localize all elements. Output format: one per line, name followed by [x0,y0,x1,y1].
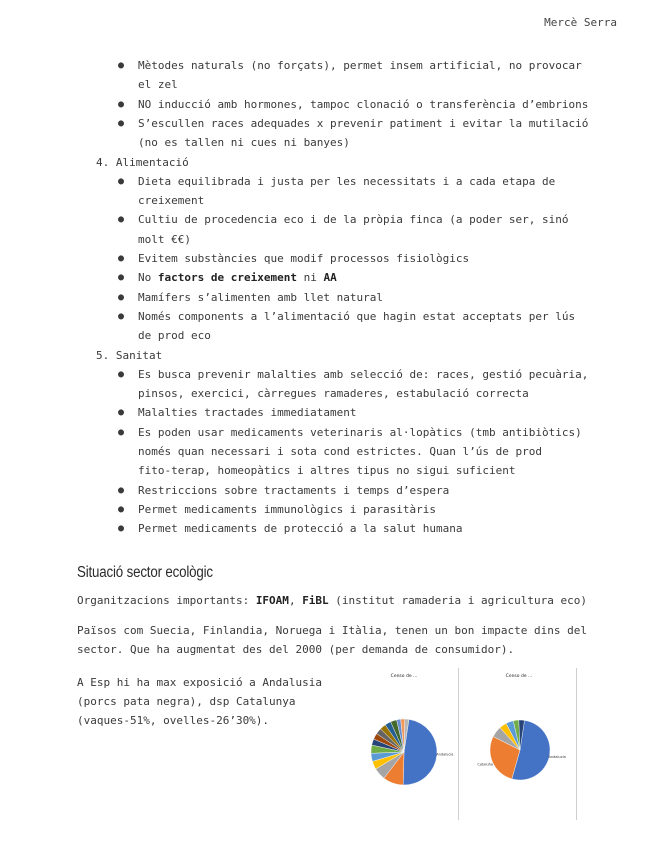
section5-bullet-0: ● [118,368,125,380]
orgs-separator: , [288,594,303,607]
organizations-paragraph [77,594,587,608]
section4-item-2-line-0: Evitem substàncies que modif processos fisiològics [138,252,470,265]
section4-item-0-line-0: Dieta equilibrada i justa per les necessitats i a cada etapa de [138,174,556,188]
orgs-prefix: Organitzacions importants: [77,594,256,607]
spain-line-3: (vaques-51%, ovelles-26’30%). [77,714,270,727]
pie-chart-2 [462,668,576,820]
pie2-label-0: Andalucía [548,755,566,760]
pie-chart-panel-1 [350,668,459,820]
section-title-alimentacio: 4. Alimentació [96,155,189,169]
section5-item-1-line-0: Malalties tractades immediatament [138,406,357,420]
section4-item-1-line-1: molt €€) [138,232,191,246]
section3-bullet-2: ● [118,117,125,129]
org-ifoam: IFOAM [255,594,289,607]
section5-item-2-line-2: fito-terap, homeopàtics i altres tipus no sigui suficient [138,464,516,478]
countries-line-1: Països com Suecia, Finlandia, Noruega i Itàlia, tenen un bon impacte dins del [77,624,587,637]
growth-factors-bold: factors de creixement [157,271,297,285]
section5-item-2-line-0: Es poden usar medicaments veterinaris al·lopàtics (tmb antibiòtics) [138,425,582,439]
section4-bullet-1: ● [118,214,125,226]
pie-chart-1-title: Censo de ... [390,674,418,679]
author-name: Mercè Serra [544,16,617,29]
pie2-label-1: Cataluña [477,762,494,767]
section4b-item-0-line-0: Mamífers s’alimenten amb llet natural [138,290,384,304]
section5-item-4-line-0: Permet medicaments immunològics i parasitàris [138,502,437,516]
growth-mid: ni [296,271,324,285]
section-heading-eco-sector: Situació sector ecològic [77,564,213,581]
section4b-bullet-1: ● [118,310,125,322]
section3-bullet-1: ● [118,98,125,110]
amino-acids-bold: AA [323,271,337,285]
section3-item-2-line-1: (no es tallen ni cues ni banyes) [138,136,350,150]
orgs-suffix: (institut ramaderia i agricultura eco) [328,594,587,607]
spain-line-2: (porcs pata negra), dsp Catalunya [77,695,296,708]
section3-item-0-line-1: el zel [138,78,178,92]
countries-line-2: sector. Que ha augmentat des del 2000 (per demanda de consumidor). [77,643,515,656]
section5-bullet-3: ● [118,484,125,496]
section5-bullet-4: ● [118,503,125,515]
section4-item-1-line-0: Cultiu de procedencia eco i de la pròpia finca (a poder ser, sinó [138,213,569,227]
org-fibl: FiBL [302,594,329,607]
section4b-item-1-line-1: de prod eco [138,329,211,343]
pie-chart-2-title: Censo de ... [505,674,533,679]
section5-item-5-line-0: Permet medicaments de protecció a la salut humana [138,522,463,536]
growth-prefix: No [138,271,158,285]
section4-item-0-line-1: creixement [138,194,205,208]
section3-item-1-line-0: NO inducció amb hormones, tampoc clonació o transferència d’embrions [138,97,589,111]
section4b-bullet-0: ● [118,291,125,303]
spain-line-1: A Esp hi ha max exposició a Andalusia [77,676,323,689]
section5-item-0-line-0: Es busca prevenir malalties amb selecció de: races, gestió pecuària, [138,367,589,381]
pie-chart-1 [350,668,458,820]
section5-bullet-1: ● [118,407,125,419]
section4-bullet-0: ● [118,175,125,187]
pie1-label-0: Andalucía [436,752,454,757]
section3-bullet-0: ● [118,60,125,71]
section5-item-0-line-1: pinsos, exercici, càrregues ramaderes, estabulació correcta [138,387,529,401]
section3-item-2-line-0: S’escullen races adequades x prevenir patiment i evitar la mutilació [138,116,589,130]
pie-chart-panel-2 [462,668,577,820]
section5-item-3-line-0: Restriccions sobre tractaments i temps d’espera [138,483,450,497]
section5-bullet-2: ● [118,426,125,438]
section5-item-2-line-1: només quan necessari i sota cond estrictes. Quan l’ús de prod [138,445,542,458]
growth-factors-item [138,271,337,285]
section4-bullet-2: ● [118,253,125,264]
pie1-slice-0 [403,719,437,785]
section3-item-0-line-0: Mètodes naturals (no forçats), permet insem artificial, no provocar [138,59,582,72]
section4b-item-1-line-0: Només components a l’alimentació que hagin estat acceptats per lús [138,309,576,323]
section4-bold-bullet: ● [118,272,125,284]
section-title-sanitat: 5. Sanitat [96,348,163,362]
section5-bullet-5: ● [118,523,125,535]
